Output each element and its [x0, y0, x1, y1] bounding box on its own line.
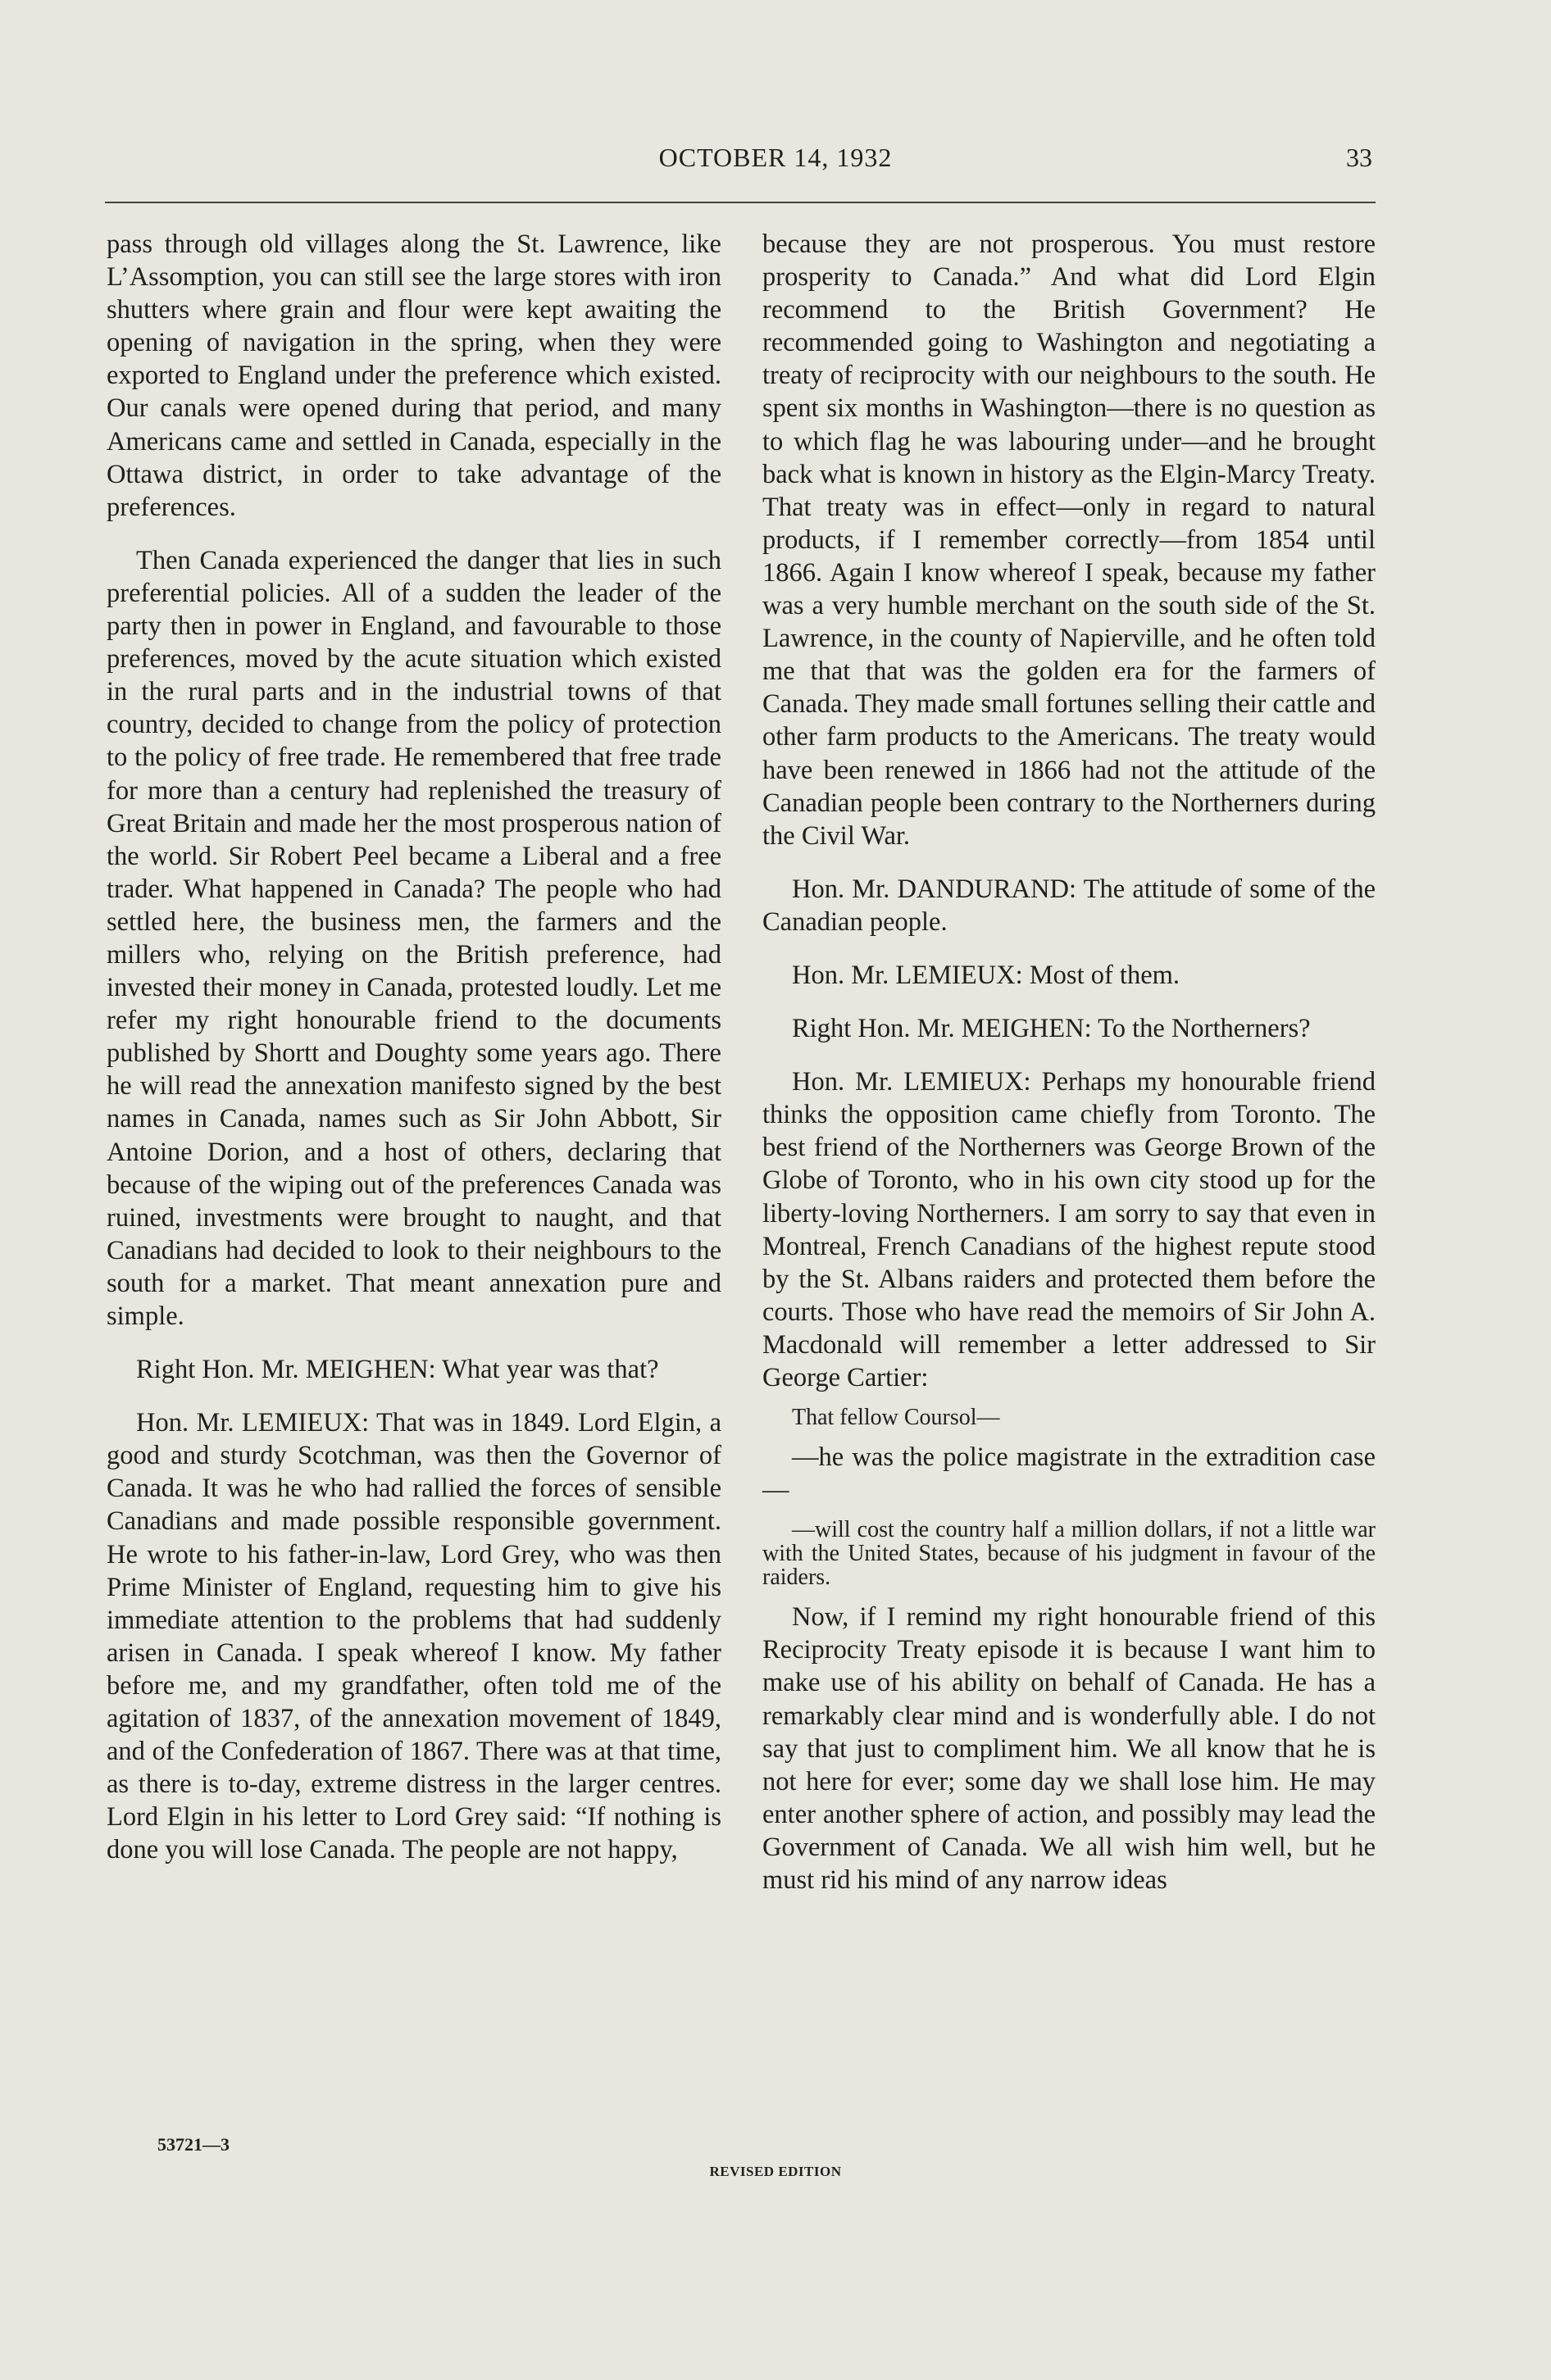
- paragraph: Now, if I remind my right honourable friend of this Reciprocity Treaty episode it is because I want him to make use of his ability on behalf of Canada. He has a remarkably clear mind and is wonderfully able. I do not say that just to compliment him. We all know that he is not here for ever; some day we shall lose him. He may enter another sphere of action, and possibly may lead the Government of Canada. We all wish him well, but he must rid his mind of any narrow ideas: [762, 1602, 1376, 1896]
- left-column: [107, 228, 721, 1887]
- paragraph: Then Canada experienced the danger that lies in such preferential policies. All of a sudden the leader of the party then in power in England, and favourable to those preferences, moved by the acute situation which existed in the rural parts and in the industrial towns of that country, decided to change from the policy of protection to the policy of free trade. He remembered that free trade for more than a century had replenished the treasury of Great Britain and made her the most prosperous nation of the world. Sir Robert Peel became a Liberal and a free trader. What happened in Canada? The people who had settled here, the business men, the farmers and the millers who, relying on the British preference, had invested their money in Canada, protested loudly. Let me refer my right honourable friend to the documents published by Shortt and Doughty some years ago. There he will read the annexation manifesto signed by the best names in Canada, names such as Sir John Abbott, Sir Antoine Dorion, and a host of others, declaring that because of the wiping out of the preferences Canada was ruined, investments were brought to naught, and that Canadians had decided to look to their neighbours to the south for a market. That meant annexation pure and simple.: [107, 545, 721, 1331]
- speaker-paragraph: Hon. Mr. LEMIEUX: That was in 1849. Lord Elgin, a good and sturdy Scotchman, was then the Governor of Canada. It was he who had rallied the forces of sensible Canadians and made possible responsible government. He wrote to his father-in-law, Lord Grey, who was then Prime Minister of England, requesting him to give his immediate attention to the problems that had suddenly arisen in Canada. I speak whereof I know. My father before me, and my grandfather, often told me of the agitation of 1837, of the annexation movement of 1849, and of the Confederation of 1867. There was at that time, as there is to-day, extreme distress in the larger centres. Lord Elgin in his letter to Lord Grey said: “If nothing is done you will lose Canada. The people are not happy,: [107, 1408, 721, 1865]
- right-column: [762, 228, 1376, 1917]
- speaker-paragraph: Right Hon. Mr. MEIGHEN: To the Northerners?: [792, 1014, 1311, 1044]
- footer-edition: REVISED EDITION: [709, 2164, 842, 2179]
- header-date: OCTOBER 14, 1932: [658, 143, 893, 172]
- speaker-paragraph: Hon. Mr. LEMIEUX: Perhaps my honourable friend thinks the opposition came chiefly from Toronto. The best friend of the Northerners was George Brown of the Globe of Toronto, who in his own city stood up for the liberty-loving Northerners. I am sorry to say that even in Montreal, French Canadians of the highest repute stood by the St. Albans raiders and protected them before the courts. Those who have read the memoirs of Sir John A. Macdonald will remember a letter addressed to Sir George Cartier:: [762, 1067, 1376, 1392]
- speaker-paragraph: Right Hon. Mr. MEIGHEN: What year was that?: [136, 1355, 659, 1385]
- paragraph: —he was the police magistrate in the extradition case—: [762, 1442, 1376, 1506]
- speaker-paragraph: Hon. Mr. DANDURAND: The attitude of some of the Canadian people.: [762, 874, 1376, 937]
- header-rule: [105, 202, 1376, 203]
- quotation: —will cost the country half a million dollars, if not a little war with the United States, because of his judgment in favour of the raiders.: [762, 1517, 1376, 1591]
- speaker-paragraph: Hon. Mr. LEMIEUX: Most of them.: [792, 960, 1180, 990]
- quotation: That fellow Coursol—: [792, 1405, 1000, 1431]
- paragraph: pass through old villages along the St. Lawrence, like L’Assomption, you can still see the large stores with iron shutters where grain and flour were kept awaiting the opening of navigation in the spring, when they were exported to England under the preference which existed. Our canals were opened during that period, and many Americans came and settled in Canada, especially in the Ottawa district, in order to take advantage of the preferences.: [107, 229, 721, 522]
- paragraph: because they are not prosperous. You must restore prosperity to Canada.” And what did Lord Elgin recommend to the British Government? He recommended going to Washington and negotiating a treaty of reciprocity with our neighbours to the south. He spent six months in Washington—there is no question as to which flag he was labouring under—and he brought back what is known in history as the Elgin-Marcy Treaty. That treaty was in effect—only in regard to natural products, if I remember correctly—from 1854 until 1866. Again I know whereof I speak, because my father was a very humble merchant on the south side of the St. Lawrence, in the county of Napierville, and he often told me that that was the golden era for the farmers of Canada. They made small fortunes selling their cattle and other farm products to the Americans. The treaty would have been renewed in 1866 had not the attitude of the Canadian people been contrary to the Northerners during the Civil War.: [762, 229, 1376, 851]
- page-number: 33: [1346, 143, 1372, 172]
- footer-code: 53721—3: [157, 2134, 230, 2155]
